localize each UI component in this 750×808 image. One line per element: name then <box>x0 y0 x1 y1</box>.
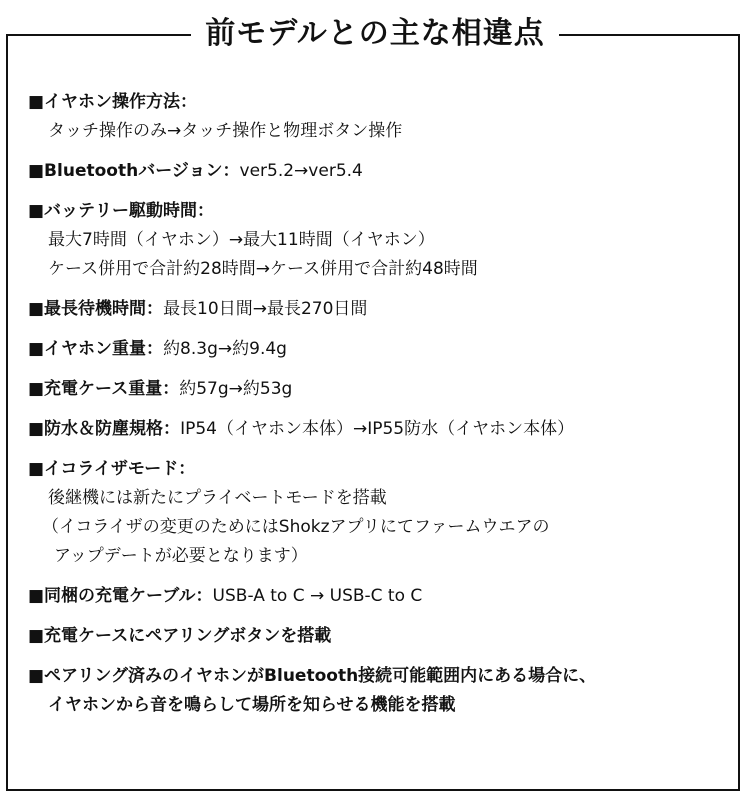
spec-item-water-dust-rating <box>28 415 734 444</box>
spec-item-charging-cable <box>28 582 734 611</box>
spec-heading: ■最長待機時間： <box>28 299 164 319</box>
spec-list <box>28 88 734 720</box>
spec-heading: ■イヤホン操作方法： <box>28 92 198 112</box>
spec-heading: ■ペアリング済みのイヤホンがBluetooth接続可能範囲内にある場合に、 <box>28 666 597 686</box>
spec-item-case-weight <box>28 375 734 404</box>
spec-heading: ■Bluetoothバージョン： <box>28 161 240 181</box>
spec-value: ver5.2→ver5.4 <box>239 161 363 181</box>
spec-item-pairing-button <box>28 622 734 651</box>
spec-heading: ■充電ケース重量： <box>28 379 180 399</box>
spec-detail: ケース併用で合計約28時間→ケース併用で合計約48時間 <box>48 259 478 279</box>
spec-item-earbud-weight <box>28 335 734 364</box>
spec-detail: アップデートが必要となります） <box>54 546 308 566</box>
spec-heading: ■同梱の充電ケーブル： <box>28 586 213 606</box>
spec-heading: ■イコライザモード： <box>28 459 196 479</box>
spec-detail: タッチ操作のみ→タッチ操作と物理ボタン操作 <box>48 121 403 141</box>
spec-detail: 最大7時間（イヤホン）→最大11時間（イヤホン） <box>48 230 435 250</box>
spec-heading: ■充電ケースにペアリングボタンを搭載 <box>28 626 332 646</box>
spec-detail: 後継機には新たにプライベートモードを搭載 <box>48 488 387 508</box>
spec-heading: ■防水＆防塵規格： <box>28 419 181 439</box>
spec-item-earbud-controls <box>28 88 734 146</box>
page-title: 前モデルとの主な相違点 <box>191 12 559 56</box>
spec-item-find-earbuds <box>28 662 734 720</box>
spec-value: USB-A to C → USB-C to C <box>212 586 423 606</box>
title-bar <box>0 12 750 56</box>
spec-value: 約8.3g→約9.4g <box>163 339 287 359</box>
spec-heading: ■バッテリー駆動時間： <box>28 201 215 221</box>
spec-item-bluetooth-version <box>28 157 734 186</box>
spec-item-equalizer-mode <box>28 455 734 571</box>
spec-value: 約57g→約53g <box>179 379 293 399</box>
spec-value: 最長10日間→最長270日間 <box>163 299 368 319</box>
spec-detail: イヤホンから音を鳴らして場所を知らせる機能を搭載 <box>48 695 456 715</box>
spec-item-battery-life <box>28 197 734 284</box>
spec-heading: ■イヤホン重量： <box>28 339 164 359</box>
spec-detail: （イコライザの変更のためにはShokzアプリにてファームウエアの <box>42 517 550 537</box>
spec-value: IP54（イヤホン本体）→IP55防水（イヤホン本体） <box>180 419 575 439</box>
spec-item-standby-time <box>28 295 734 324</box>
